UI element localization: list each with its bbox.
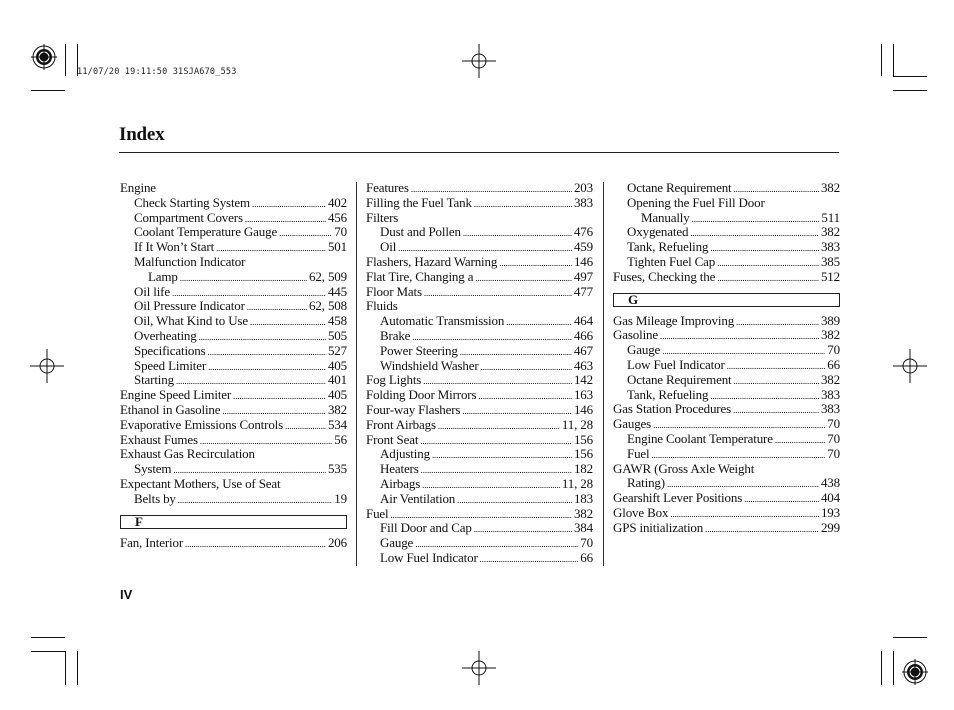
index-entry bbox=[120, 329, 347, 344]
entry-label: Gauge bbox=[627, 342, 661, 358]
index-entry bbox=[613, 388, 840, 403]
dot-leader bbox=[499, 256, 572, 271]
crosshair-icon bbox=[893, 349, 927, 383]
dot-leader bbox=[734, 374, 819, 389]
entry-page-number: 66 bbox=[580, 549, 593, 565]
dot-leader bbox=[420, 434, 572, 449]
entry-label: System bbox=[134, 461, 172, 477]
index-entry bbox=[120, 314, 347, 329]
dot-leader bbox=[250, 315, 326, 330]
dot-leader bbox=[480, 552, 579, 567]
entry-label: Gauges bbox=[613, 416, 652, 432]
index-entry bbox=[366, 299, 593, 314]
entry-label: Oil, What Kind to Use bbox=[134, 313, 248, 329]
index-entry bbox=[613, 225, 840, 240]
index-entry bbox=[613, 462, 840, 477]
index-entry bbox=[120, 536, 347, 551]
registration-target-icon bbox=[31, 44, 57, 70]
index-entry bbox=[366, 462, 593, 477]
entry-label: Belts by bbox=[134, 490, 176, 506]
index-entry bbox=[613, 432, 840, 447]
index-entry bbox=[366, 344, 593, 359]
entry-label: Airbags bbox=[380, 475, 421, 491]
dot-leader bbox=[690, 226, 819, 241]
entry-page-number: 477 bbox=[573, 283, 593, 299]
dot-leader bbox=[463, 226, 572, 241]
index-entry bbox=[120, 462, 347, 477]
index-entry bbox=[613, 506, 840, 521]
entry-page-number: 156 bbox=[573, 431, 593, 447]
entry-label: Oil bbox=[380, 239, 397, 255]
index-entry bbox=[366, 403, 593, 418]
entry-page-number: 456 bbox=[327, 209, 347, 225]
entry-page-number: 19 bbox=[334, 490, 347, 506]
dot-leader bbox=[247, 300, 307, 315]
entry-label: Gearshift Lever Positions bbox=[613, 490, 743, 506]
index-entry bbox=[366, 181, 593, 196]
index-entry bbox=[613, 181, 840, 196]
crop-mark bbox=[881, 651, 882, 685]
dot-leader bbox=[285, 419, 326, 434]
entry-label: Manually bbox=[641, 209, 690, 225]
entry-page-number: 512 bbox=[820, 268, 840, 284]
entry-page-number: 299 bbox=[820, 519, 840, 535]
entry-page-number: 206 bbox=[327, 534, 347, 550]
index-entry bbox=[613, 314, 840, 329]
dot-leader bbox=[185, 537, 326, 552]
entry-label: Glove Box bbox=[613, 504, 669, 520]
entry-page-number: 382 bbox=[573, 505, 593, 521]
entry-page-number: 459 bbox=[573, 239, 593, 255]
index-entry bbox=[120, 270, 347, 285]
index-entry bbox=[613, 270, 840, 285]
entry-label: Gauge bbox=[380, 535, 414, 551]
entry-label: Automatic Transmission bbox=[380, 313, 505, 329]
index-entry bbox=[120, 240, 347, 255]
crop-mark bbox=[65, 44, 66, 76]
entry-label: Fill Door and Cap bbox=[380, 520, 472, 536]
index-entry bbox=[120, 477, 347, 492]
section-letter-header: G bbox=[613, 293, 840, 307]
dot-leader bbox=[438, 419, 560, 434]
dot-leader bbox=[252, 197, 326, 212]
entry-label: Fluids bbox=[366, 298, 398, 314]
index-entry bbox=[120, 344, 347, 359]
dot-leader bbox=[474, 197, 572, 212]
entry-label: Flat Tire, Changing a bbox=[366, 268, 474, 284]
dot-leader bbox=[775, 433, 825, 448]
index-entry bbox=[366, 433, 593, 448]
entry-label: Octane Requirement bbox=[627, 371, 732, 387]
index-column-2 bbox=[366, 181, 593, 566]
index-entry bbox=[366, 314, 593, 329]
index-entry bbox=[366, 477, 593, 492]
index-entry bbox=[613, 402, 840, 417]
index-entry bbox=[366, 521, 593, 536]
dot-leader bbox=[506, 315, 572, 330]
entry-page-number: 467 bbox=[573, 342, 593, 358]
entry-page-number: 476 bbox=[573, 224, 593, 240]
entry-page-number: 497 bbox=[573, 268, 593, 284]
index-entry bbox=[613, 255, 840, 270]
dot-leader bbox=[474, 522, 572, 537]
entry-label: Fog Lights bbox=[366, 372, 422, 388]
section-letter-header: F bbox=[120, 515, 347, 529]
dot-leader bbox=[736, 315, 819, 330]
entry-page-number: 70 bbox=[334, 224, 347, 240]
entry-label: Expectant Mothers, Use of Seat bbox=[120, 475, 281, 491]
crop-mark bbox=[77, 651, 78, 685]
dot-leader bbox=[421, 463, 572, 478]
index-entry bbox=[120, 181, 347, 196]
entry-label: Floor Mats bbox=[366, 283, 422, 299]
title-rule bbox=[119, 152, 839, 153]
entry-page-number: 505 bbox=[327, 327, 347, 343]
entry-label: Lamp bbox=[148, 268, 178, 284]
index-entry bbox=[366, 240, 593, 255]
index-entry bbox=[120, 373, 347, 388]
index-entry bbox=[120, 255, 347, 270]
dot-leader bbox=[705, 522, 819, 537]
dot-leader bbox=[432, 448, 572, 463]
index-entry bbox=[120, 492, 347, 507]
entry-label: Compartment Covers bbox=[134, 209, 243, 225]
entry-page-number: 146 bbox=[573, 401, 593, 417]
entry-label: Octane Requirement bbox=[627, 180, 732, 195]
entry-page-number: 11, 28 bbox=[561, 416, 593, 432]
entry-page-number: 404 bbox=[820, 490, 840, 506]
entry-label: GAWR (Gross Axle Weight bbox=[613, 460, 755, 476]
index-entry bbox=[120, 299, 347, 314]
index-entry bbox=[613, 417, 840, 432]
index-entry bbox=[366, 329, 593, 344]
entry-label: Oil life bbox=[134, 283, 170, 299]
index-entry bbox=[613, 476, 840, 491]
crop-mark bbox=[31, 90, 65, 91]
index-entry bbox=[120, 433, 347, 448]
entry-page-number: 70 bbox=[827, 416, 840, 432]
index-entry bbox=[366, 373, 593, 388]
index-entry bbox=[366, 211, 593, 226]
entry-page-number: 384 bbox=[573, 520, 593, 536]
crosshair-icon bbox=[462, 651, 496, 685]
dot-leader bbox=[279, 226, 332, 241]
entry-label: Low Fuel Indicator bbox=[627, 356, 725, 372]
index-entry bbox=[120, 447, 347, 462]
entry-label: Features bbox=[366, 180, 409, 195]
index-column-3 bbox=[613, 181, 840, 536]
dot-leader bbox=[208, 345, 326, 360]
entry-label: Specifications bbox=[134, 342, 206, 358]
entry-label: Opening the Fuel Fill Door bbox=[627, 194, 765, 210]
dot-leader bbox=[744, 492, 819, 507]
entry-label: Flashers, Hazard Warning bbox=[366, 253, 498, 269]
entry-page-number: 70 bbox=[827, 430, 840, 446]
index-entry bbox=[613, 358, 840, 373]
entry-page-number: 466 bbox=[573, 327, 593, 343]
page-number: IV bbox=[120, 587, 133, 602]
entry-label: Gas Mileage Improving bbox=[613, 312, 735, 328]
entry-page-number: 405 bbox=[327, 357, 347, 373]
entry-label: Gasoline bbox=[613, 327, 659, 343]
entry-page-number: 402 bbox=[327, 194, 347, 210]
entry-page-number: 389 bbox=[820, 312, 840, 328]
registration-target-icon bbox=[902, 659, 928, 685]
entry-label: Engine Coolant Temperature bbox=[627, 430, 773, 446]
entry-label: Ethanol in Gasoline bbox=[120, 401, 221, 417]
entry-page-number: 183 bbox=[573, 490, 593, 506]
crop-mark bbox=[893, 651, 894, 685]
index-entry bbox=[120, 403, 347, 418]
entry-label: Filters bbox=[366, 209, 399, 225]
entry-label: Folding Door Mirrors bbox=[366, 387, 477, 403]
index-entry bbox=[120, 388, 347, 403]
entry-page-number: 401 bbox=[327, 372, 347, 388]
entry-label: Starting bbox=[134, 372, 174, 388]
crosshair-icon bbox=[462, 44, 496, 78]
entry-page-number: 382 bbox=[820, 224, 840, 240]
index-column-1 bbox=[120, 181, 347, 550]
index-entry bbox=[366, 507, 593, 522]
entry-page-number: 445 bbox=[327, 283, 347, 299]
entry-page-number: 383 bbox=[820, 239, 840, 255]
index-entry bbox=[366, 492, 593, 507]
entry-page-number: 56 bbox=[334, 431, 347, 447]
index-entry bbox=[613, 373, 840, 388]
entry-page-number: 458 bbox=[327, 313, 347, 329]
entry-label: Tank, Refueling bbox=[627, 386, 709, 402]
index-entry bbox=[613, 328, 840, 343]
entry-label: Fuel bbox=[627, 445, 650, 461]
entry-label: Check Starting System bbox=[134, 194, 251, 210]
index-entry bbox=[613, 521, 840, 536]
entry-page-number: 146 bbox=[573, 253, 593, 269]
dot-leader bbox=[457, 493, 572, 508]
entry-label: Windshield Washer bbox=[380, 357, 479, 373]
entry-label: Engine Speed Limiter bbox=[120, 387, 232, 403]
index-entry bbox=[366, 418, 593, 433]
entry-label: Fan, Interior bbox=[120, 534, 184, 550]
dot-leader bbox=[180, 271, 307, 286]
page-title: Index bbox=[119, 124, 165, 145]
index-entry bbox=[120, 225, 347, 240]
crop-mark bbox=[893, 44, 894, 76]
entry-label: Air Ventilation bbox=[380, 490, 456, 506]
entry-page-number: 511 bbox=[821, 209, 840, 225]
entry-label: Gas Station Procedures bbox=[613, 401, 732, 417]
crop-mark bbox=[893, 76, 927, 77]
entry-page-number: 383 bbox=[820, 386, 840, 402]
dot-leader bbox=[733, 403, 819, 418]
entry-label: GPS initialization bbox=[613, 519, 704, 535]
entry-page-number: 405 bbox=[327, 387, 347, 403]
entry-page-number: 527 bbox=[327, 342, 347, 358]
index-entry bbox=[366, 536, 593, 551]
index-entry bbox=[366, 447, 593, 462]
entry-page-number: 70 bbox=[580, 535, 593, 551]
dot-leader bbox=[710, 241, 819, 256]
entry-page-number: 163 bbox=[573, 387, 593, 403]
entry-page-number: 156 bbox=[573, 446, 593, 462]
index-entry bbox=[366, 270, 593, 285]
column-divider bbox=[603, 182, 604, 566]
index-entry bbox=[366, 551, 593, 566]
entry-page-number: 382 bbox=[820, 327, 840, 343]
index-entry bbox=[366, 388, 593, 403]
entry-label: Fuses, Checking the bbox=[613, 268, 716, 284]
crop-mark bbox=[893, 637, 927, 638]
entry-label: If It Won’t Start bbox=[134, 239, 215, 255]
index-entry bbox=[366, 255, 593, 270]
entry-label: Exhaust Fumes bbox=[120, 431, 198, 447]
entry-label: Speed Limiter bbox=[134, 357, 207, 373]
entry-label: Oxygenated bbox=[627, 224, 689, 240]
entry-page-number: 383 bbox=[820, 401, 840, 417]
entry-page-number: 203 bbox=[573, 180, 593, 195]
index-entry bbox=[120, 359, 347, 374]
crop-mark bbox=[893, 90, 927, 91]
entry-label: Power Steering bbox=[380, 342, 458, 358]
entry-label: Malfunction Indicator bbox=[134, 253, 246, 269]
entry-label: Tighten Fuel Cap bbox=[627, 253, 716, 269]
entry-page-number: 383 bbox=[573, 194, 593, 210]
entry-label: Adjusting bbox=[380, 446, 430, 462]
entry-label: Low Fuel Indicator bbox=[380, 549, 478, 565]
index-entry bbox=[613, 447, 840, 462]
entry-label: Four-way Flashers bbox=[366, 401, 461, 417]
entry-page-number: 501 bbox=[327, 239, 347, 255]
entry-page-number: 62, 509 bbox=[309, 268, 347, 284]
index-entry bbox=[613, 491, 840, 506]
entry-page-number: 464 bbox=[573, 313, 593, 329]
entry-page-number: 66 bbox=[827, 356, 840, 372]
dot-leader bbox=[481, 360, 572, 375]
entry-label: Overheating bbox=[134, 327, 197, 343]
index-entry bbox=[120, 196, 347, 211]
entry-label: Front Airbags bbox=[366, 416, 436, 432]
index-entry bbox=[120, 418, 347, 433]
dot-leader bbox=[178, 493, 333, 508]
entry-page-number: 535 bbox=[327, 461, 347, 477]
entry-label: Dust and Pollen bbox=[380, 224, 461, 240]
dot-leader bbox=[208, 360, 326, 375]
dot-leader bbox=[475, 271, 572, 286]
index-entry bbox=[613, 343, 840, 358]
dot-leader bbox=[233, 389, 326, 404]
crop-mark bbox=[31, 651, 65, 652]
index-entry bbox=[366, 285, 593, 300]
column-divider bbox=[356, 182, 357, 566]
entry-page-number: 182 bbox=[573, 461, 593, 477]
index-entry bbox=[613, 211, 840, 226]
entry-page-number: 382 bbox=[820, 180, 840, 195]
entry-page-number: 70 bbox=[827, 445, 840, 461]
entry-label: Tank, Refueling bbox=[627, 239, 709, 255]
entry-label: Fuel bbox=[366, 505, 389, 521]
dot-leader bbox=[692, 212, 820, 227]
dot-leader bbox=[717, 256, 819, 271]
entry-page-number: 382 bbox=[820, 371, 840, 387]
dot-leader bbox=[199, 330, 326, 345]
entry-page-number: 385 bbox=[820, 253, 840, 269]
crosshair-icon bbox=[30, 349, 64, 383]
entry-page-number: 534 bbox=[327, 416, 347, 432]
crop-mark bbox=[31, 637, 65, 638]
entry-label: Rating) bbox=[627, 475, 665, 491]
entry-label: Oil Pressure Indicator bbox=[134, 298, 245, 314]
dot-leader bbox=[660, 329, 819, 344]
index-entry bbox=[613, 240, 840, 255]
entry-label: Brake bbox=[380, 327, 411, 343]
index-entry bbox=[366, 225, 593, 240]
index-entry bbox=[366, 196, 593, 211]
entry-page-number: 70 bbox=[827, 342, 840, 358]
entry-page-number: 463 bbox=[573, 357, 593, 373]
entry-page-number: 382 bbox=[327, 401, 347, 417]
entry-label: Coolant Temperature Gauge bbox=[134, 224, 278, 240]
entry-page-number: 142 bbox=[573, 372, 593, 388]
print-slug: 11/07/20 19:11:50 31SJA670_553 bbox=[77, 67, 237, 77]
entry-label: Exhaust Gas Recirculation bbox=[120, 446, 255, 462]
dot-leader bbox=[717, 271, 819, 286]
entry-page-number: 62, 508 bbox=[309, 298, 347, 314]
entry-page-number: 11, 28 bbox=[561, 475, 593, 491]
index-entry bbox=[613, 196, 840, 211]
entry-page-number: 438 bbox=[820, 475, 840, 491]
dot-leader bbox=[462, 404, 572, 419]
index-entry bbox=[120, 211, 347, 226]
crop-mark bbox=[65, 651, 66, 685]
dot-leader bbox=[478, 389, 572, 404]
index-entry bbox=[366, 359, 593, 374]
entry-label: Filling the Fuel Tank bbox=[366, 194, 472, 210]
dot-leader bbox=[424, 286, 572, 301]
entry-label: Engine bbox=[120, 180, 156, 195]
index-entry bbox=[120, 285, 347, 300]
entry-page-number: 193 bbox=[820, 504, 840, 520]
dot-leader bbox=[727, 359, 826, 374]
entry-label: Evaporative Emissions Controls bbox=[120, 416, 284, 432]
crop-mark bbox=[881, 44, 882, 76]
entry-label: Front Seat bbox=[366, 431, 419, 447]
entry-label: Heaters bbox=[380, 461, 419, 477]
